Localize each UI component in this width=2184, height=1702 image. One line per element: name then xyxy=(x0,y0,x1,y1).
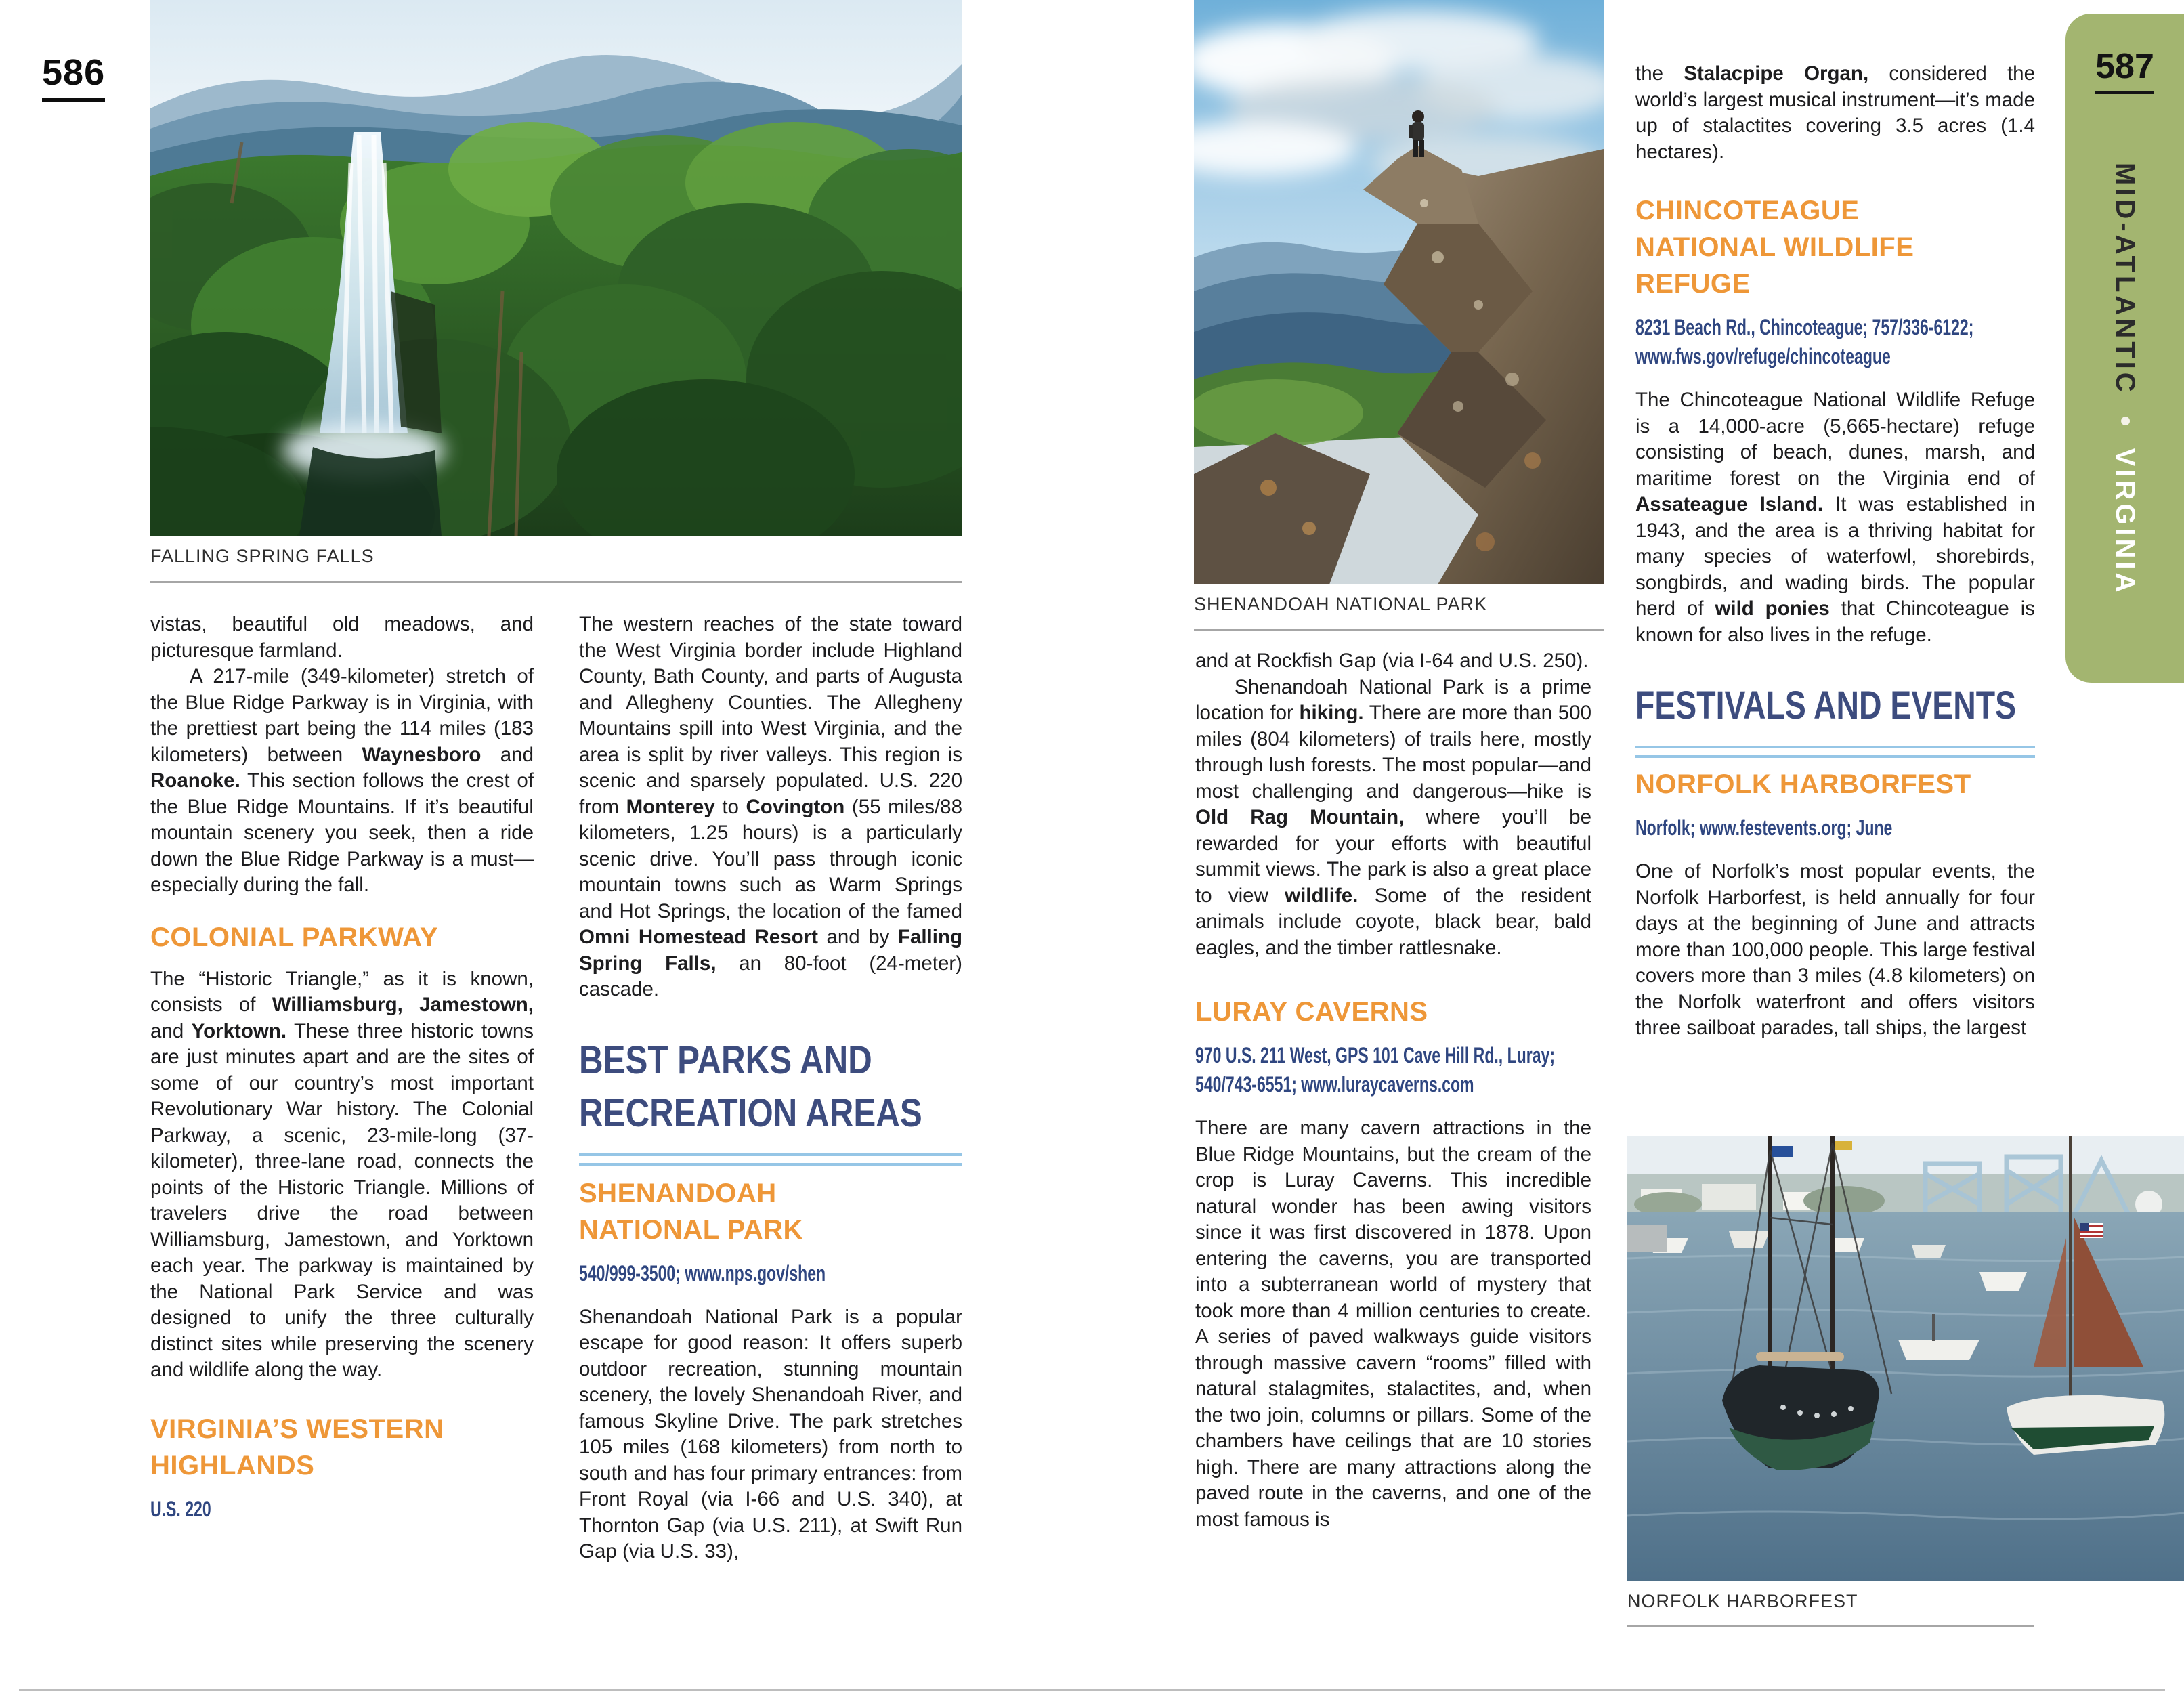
paragraph: and at Rockfish Gap (via I-64 and U.S. 250). xyxy=(1195,650,1589,672)
paragraph: A 217-mile (349-kilometer) stretch of the Blue Ridge Parkway is in Virginia, with the prettiest part being the 114 miles (183 kilometers) between Waynesboro and Roanoke. This section follows the crest of the Blue Ridge Mountains. If it’s beautiful mountain scenery you seek, then a ride down the Blue Ridge Parkway is a must—especially during the fall. xyxy=(150,665,534,896)
photo-norfolk-harborfest xyxy=(1627,1136,2184,1581)
side-tab xyxy=(2059,7,2184,689)
photo-caption: NORFOLK HARBORFEST xyxy=(1627,1591,1858,1611)
paragraph: The “Historic Triangle,” as it is known, consists of Williamsburg, Jamestown, and Yorktown. These three historic towns are just minutes apart and are the sites of some of our country’s most important Revolutionary War history. The Colonial Parkway, a scenic, 23-mile-long (37-kilometer), three-lane road, connects the points of the Historic Triangle. Millions of travelers drive the road between Williamsburg, Jamestown, and Yorktown each year. The parkway is maintained by the National Park Service and was designed to unify the three culturally distinct sites while preserving the scenery and wildlife along the way. xyxy=(150,967,534,1381)
tab-region-label: MID-ATLANTIC xyxy=(2110,163,2140,396)
page-number-587: 587 xyxy=(2065,46,2184,94)
footer-rule xyxy=(19,1689,2165,1691)
right-page-column-1 xyxy=(1195,648,1591,1533)
paragraph: Shenandoah National Park is a prime location for hiking. There are more than 500 miles (804 kilometers) of trails here, mostly through lush forests. The most popular—and most challenging and dangerous—hike is Old Rag Mountain, where you’ll be rewarded for your efforts with beautiful summit views. The park is also a great place to view wildlife. Some of the resident animals include coyote, black bear, bald eagles, and the timber rattlesnake. xyxy=(1195,675,1591,959)
section-heading-norfolk-harborfest: NORFOLK HARBORFEST xyxy=(1635,769,1971,799)
page-number-586: 586 xyxy=(42,51,105,102)
contact-line-shenandoah: 540/999-3500; www.nps.gov/shen xyxy=(579,1260,826,1285)
chapter-heading-best-parks: BEST PARKS AND RECREATION AREAS xyxy=(579,1038,922,1135)
tab-separator-dot: ● xyxy=(2114,408,2137,435)
section-heading-luray-caverns: LURAY CAVERNS xyxy=(1195,997,1428,1027)
left-page-column-2 xyxy=(579,612,962,1565)
paragraph: One of Norfolk’s most popular events, the Norfolk Harborfest, is held annually for four days at the beginning of June and attracts more than 100,000 people. This large festival covers more than 3 miles (4.8 kilometers) on the Norfolk waterfront and offers visitors three sailboat parades, tall ships, the largest xyxy=(1635,860,2035,1039)
chapter-heading-festivals-and-events: FESTIVALS AND EVENTS xyxy=(1635,683,2017,727)
heading-double-rule xyxy=(1635,746,2035,758)
paragraph: The Chincoteague National Wildlife Refuge is a 14,000-acre (5,665-hectare) refuge consisting of beach, dunes, marsh, and maritime forest on the Virginia end of Assateague Island. It was established in 1943, and the area is a thriving habitat for many species of waterfowl, shorebirds, songbirds, and wading birds. The popular herd of wild ponies that Chincoteague is known for also lives in the refuge. xyxy=(1635,389,2036,646)
contact-line-us220: U.S. 220 xyxy=(150,1496,211,1521)
photo-caption: SHENANDOAH NATIONAL PARK xyxy=(1194,594,1488,614)
contact-line-chincoteague: 8231 Beach Rd., Chincoteague; 757/336-6122; www.fws.gov/refuge/chincoteague xyxy=(1635,315,1974,368)
paragraph: Shenandoah National Park is a popular escape for good reason: It offers superb outdoor recreation, stunning mountain scenery, the lovely Shenandoah River, and famous Skyline Drive. The park stretches 105 miles (168 kilometers) from north to south and has four primary entrances: from Front Royal (via I-66 and U.S. 340), at Thornton Gap (via U.S. 211), at Swift Run Gap (via U.S. 33), xyxy=(579,1305,962,1562)
paragraph: the Stalacpipe Organ, considered the world’s largest musical instrument—it’s made up of stalactites covering 3.5 acres (1.4 hectares). xyxy=(1635,62,2035,163)
paragraph: vistas, beautiful old meadows, and picturesque farmland. xyxy=(150,613,534,662)
section-heading-shenandoah-national-park: SHENANDOAH NATIONAL PARK xyxy=(579,1178,803,1245)
contact-line-luray: 970 U.S. 211 West, GPS 101 Cave Hill Rd., Luray; 540/743-6551; www.luraycaverns.com xyxy=(1195,1043,1556,1097)
heading-double-rule xyxy=(579,1153,962,1166)
contact-line-norfolk: Norfolk; www.festevents.org; June xyxy=(1635,815,1893,840)
overlook-illustration xyxy=(1194,0,1604,584)
section-heading-virginias-western-highlands: VIRGINIA’S WESTERN HIGHLANDS xyxy=(150,1413,444,1481)
section-heading-chincoteague: CHINCOTEAGUE NATIONAL WILDLIFE REFUGE xyxy=(1635,196,1914,299)
photo-caption: FALLING SPRING FALLS xyxy=(150,546,374,566)
right-page-column-2 xyxy=(1635,61,2035,1042)
left-page-column-1 xyxy=(150,612,534,1524)
section-heading-colonial-parkway: COLONIAL PARKWAY xyxy=(150,922,439,952)
harbor-illustration xyxy=(1627,1136,2184,1581)
photo-falling-spring-falls xyxy=(150,0,962,536)
tab-vertical-label xyxy=(2110,163,2140,595)
paragraph: The western reaches of the state toward the West Virginia border include Highland County, Bath County, and parts of Augusta and Allegheny Counties. The Allegheny Mountains spill into West Virginia, and the area is split by river valleys. This region is scenic and sparsely populated. U.S. 220 from Monterey to Covington (55 miles/88 kilometers, 1.25 hours) is a particularly scenic drive. You’ll pass through iconic mountain towns such as Warm Springs and Hot Springs, the location of the famed Omni Homestead Resort and by Falling Spring Falls, an 80-foot (24-meter) cascade. xyxy=(579,613,963,1000)
caption-rule xyxy=(1194,629,1604,631)
caption-rule xyxy=(150,581,962,583)
paragraph: There are many cavern attractions in the Blue Ridge Mountains, but the cream of the crop is Luray Caverns. This incredible natural wonder has been awing visitors since it was first discovered in 1878. Upon entering the caverns, you are transported into a subterranean world of mystery that took more than 4 million centuries to create. A series of paved walkways guide visitors through massive cavern “rooms” filled with natural stalagmites, stalactites, and, when the two join, columns or pillars. Some of the chambers have ceilings that are 10 stories high. There are many attractions along the paved route in the caverns, and one of the most famous is xyxy=(1195,1117,1591,1531)
caption-rule xyxy=(1627,1625,2034,1627)
tab-state-label: VIRGINIA xyxy=(2110,448,2140,596)
waterfall-illustration xyxy=(150,0,962,536)
side-tab-green xyxy=(2065,14,2184,683)
photo-shenandoah-national-park xyxy=(1194,0,1604,584)
